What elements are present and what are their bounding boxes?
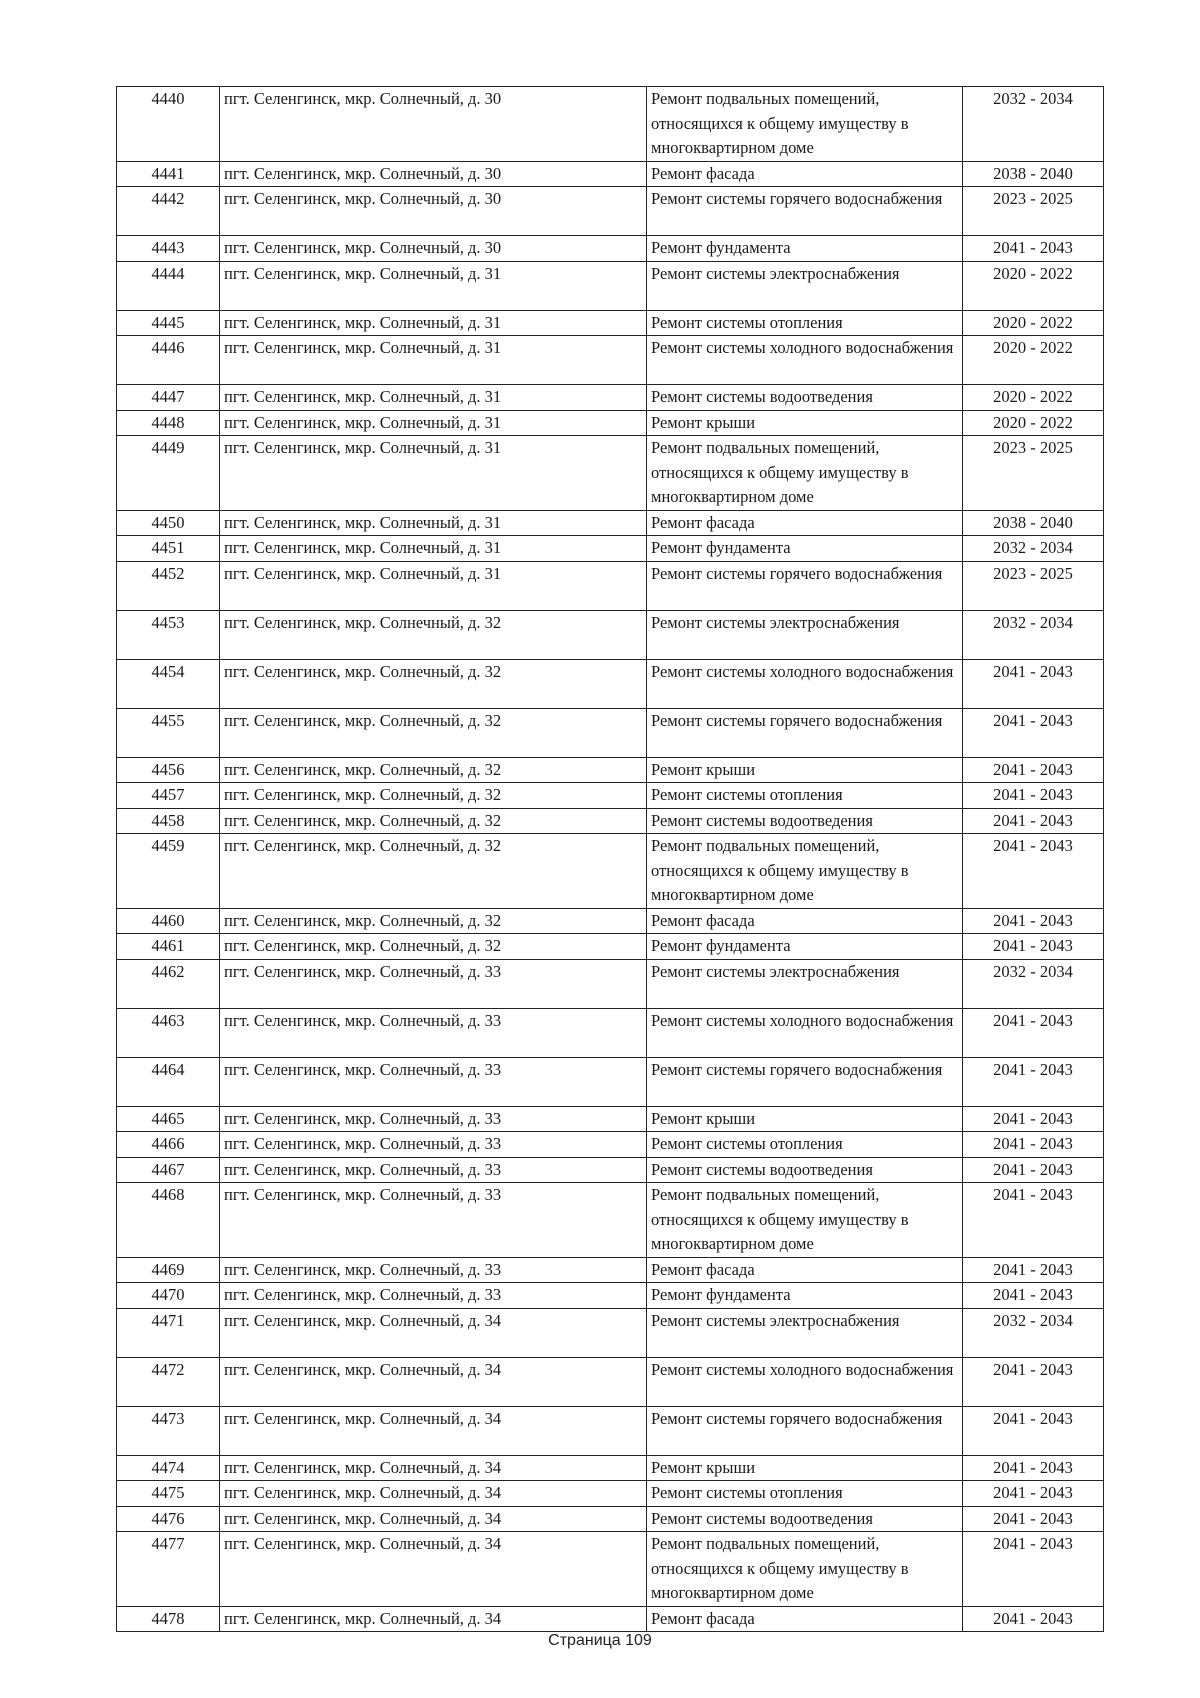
table-row xyxy=(117,1506,1104,1532)
row-number: 4477 xyxy=(117,1532,220,1607)
row-number: 4451 xyxy=(117,536,220,562)
row-number: 4446 xyxy=(117,336,220,385)
table-row xyxy=(117,510,1104,536)
work-type-cell: Ремонт фундамента xyxy=(647,934,963,960)
row-number: 4454 xyxy=(117,659,220,708)
work-type-cell: Ремонт фундамента xyxy=(647,236,963,262)
work-type-cell: Ремонт системы горячего водоснабжения xyxy=(647,187,963,236)
row-number: 4473 xyxy=(117,1406,220,1455)
table-row xyxy=(117,161,1104,187)
period-cell: 2041 - 2043 xyxy=(963,783,1104,809)
row-number: 4461 xyxy=(117,934,220,960)
row-number: 4466 xyxy=(117,1132,220,1158)
row-number: 4468 xyxy=(117,1183,220,1258)
address-cell: пгт. Селенгинск, мкр. Солнечный, д. 31 xyxy=(220,385,647,411)
table-row xyxy=(117,1455,1104,1481)
work-type-cell: Ремонт системы водоотведения xyxy=(647,808,963,834)
table-row xyxy=(117,610,1104,659)
address-cell: пгт. Селенгинск, мкр. Солнечный, д. 31 xyxy=(220,336,647,385)
address-cell: пгт. Селенгинск, мкр. Солнечный, д. 34 xyxy=(220,1308,647,1357)
address-cell: пгт. Селенгинск, мкр. Солнечный, д. 31 xyxy=(220,436,647,511)
address-cell: пгт. Селенгинск, мкр. Солнечный, д. 32 xyxy=(220,783,647,809)
period-cell: 2041 - 2043 xyxy=(963,1106,1104,1132)
row-number: 4442 xyxy=(117,187,220,236)
table-row xyxy=(117,187,1104,236)
row-number: 4443 xyxy=(117,236,220,262)
work-type-cell: Ремонт фундамента xyxy=(647,1283,963,1309)
row-number: 4471 xyxy=(117,1308,220,1357)
period-cell: 2041 - 2043 xyxy=(963,1008,1104,1057)
period-cell: 2041 - 2043 xyxy=(963,236,1104,262)
row-number: 4478 xyxy=(117,1606,220,1632)
address-cell: пгт. Селенгинск, мкр. Солнечный, д. 32 xyxy=(220,934,647,960)
work-type-cell: Ремонт системы горячего водоснабжения xyxy=(647,561,963,610)
work-type-cell: Ремонт системы отопления xyxy=(647,1132,963,1158)
address-cell: пгт. Селенгинск, мкр. Солнечный, д. 32 xyxy=(220,659,647,708)
period-cell: 2020 - 2022 xyxy=(963,261,1104,310)
period-cell: 2041 - 2043 xyxy=(963,1455,1104,1481)
row-number: 4445 xyxy=(117,310,220,336)
address-cell: пгт. Селенгинск, мкр. Солнечный, д. 32 xyxy=(220,757,647,783)
table-row xyxy=(117,236,1104,262)
work-type-cell: Ремонт фундамента xyxy=(647,536,963,562)
address-cell: пгт. Селенгинск, мкр. Солнечный, д. 31 xyxy=(220,561,647,610)
work-type-cell: Ремонт подвальных помещений, относящихся к общему имуществу в многоквартирном доме xyxy=(647,87,963,162)
page-number: Страница 109 xyxy=(548,1632,652,1649)
table-row xyxy=(117,561,1104,610)
row-number: 4463 xyxy=(117,1008,220,1057)
work-type-cell: Ремонт системы электроснабжения xyxy=(647,261,963,310)
period-cell: 2041 - 2043 xyxy=(963,1532,1104,1607)
table-row xyxy=(117,1283,1104,1309)
work-type-cell: Ремонт системы водоотведения xyxy=(647,1506,963,1532)
period-cell: 2032 - 2034 xyxy=(963,610,1104,659)
table-row xyxy=(117,708,1104,757)
row-number: 4447 xyxy=(117,385,220,411)
table-row xyxy=(117,261,1104,310)
period-cell: 2041 - 2043 xyxy=(963,934,1104,960)
row-number: 4441 xyxy=(117,161,220,187)
row-number: 4440 xyxy=(117,87,220,162)
period-cell: 2041 - 2043 xyxy=(963,834,1104,909)
period-cell: 2041 - 2043 xyxy=(963,708,1104,757)
table-row xyxy=(117,1057,1104,1106)
table-row xyxy=(117,808,1104,834)
period-cell: 2041 - 2043 xyxy=(963,1406,1104,1455)
address-cell: пгт. Селенгинск, мкр. Солнечный, д. 34 xyxy=(220,1481,647,1507)
table-row xyxy=(117,1257,1104,1283)
period-cell: 2041 - 2043 xyxy=(963,808,1104,834)
row-number: 4456 xyxy=(117,757,220,783)
work-type-cell: Ремонт крыши xyxy=(647,410,963,436)
period-cell: 2041 - 2043 xyxy=(963,1606,1104,1632)
address-cell: пгт. Селенгинск, мкр. Солнечный, д. 33 xyxy=(220,1183,647,1258)
work-type-cell: Ремонт системы отопления xyxy=(647,1481,963,1507)
row-number: 4457 xyxy=(117,783,220,809)
table-row xyxy=(117,1308,1104,1357)
table-row xyxy=(117,436,1104,511)
work-type-cell: Ремонт крыши xyxy=(647,1455,963,1481)
work-type-cell: Ремонт подвальных помещений, относящихся к общему имуществу в многоквартирном доме xyxy=(647,1183,963,1258)
period-cell: 2041 - 2043 xyxy=(963,1357,1104,1406)
address-cell: пгт. Селенгинск, мкр. Солнечный, д. 34 xyxy=(220,1506,647,1532)
table-row xyxy=(117,410,1104,436)
row-number: 4444 xyxy=(117,261,220,310)
address-cell: пгт. Селенгинск, мкр. Солнечный, д. 34 xyxy=(220,1357,647,1406)
period-cell: 2023 - 2025 xyxy=(963,436,1104,511)
row-number: 4459 xyxy=(117,834,220,909)
work-type-cell: Ремонт фасада xyxy=(647,1606,963,1632)
work-type-cell: Ремонт фасада xyxy=(647,908,963,934)
row-number: 4455 xyxy=(117,708,220,757)
row-number: 4470 xyxy=(117,1283,220,1309)
address-cell: пгт. Селенгинск, мкр. Солнечный, д. 31 xyxy=(220,510,647,536)
table-row xyxy=(117,757,1104,783)
address-cell: пгт. Селенгинск, мкр. Солнечный, д. 32 xyxy=(220,708,647,757)
address-cell: пгт. Селенгинск, мкр. Солнечный, д. 30 xyxy=(220,236,647,262)
period-cell: 2041 - 2043 xyxy=(963,1481,1104,1507)
period-cell: 2041 - 2043 xyxy=(963,1283,1104,1309)
address-cell: пгт. Селенгинск, мкр. Солнечный, д. 33 xyxy=(220,959,647,1008)
work-type-cell: Ремонт системы электроснабжения xyxy=(647,1308,963,1357)
table-row xyxy=(117,87,1104,162)
table-row xyxy=(117,1183,1104,1258)
address-cell: пгт. Селенгинск, мкр. Солнечный, д. 33 xyxy=(220,1008,647,1057)
address-cell: пгт. Селенгинск, мкр. Солнечный, д. 33 xyxy=(220,1132,647,1158)
work-type-cell: Ремонт системы холодного водоснабжения xyxy=(647,1008,963,1057)
address-cell: пгт. Селенгинск, мкр. Солнечный, д. 34 xyxy=(220,1532,647,1607)
period-cell: 2041 - 2043 xyxy=(963,1132,1104,1158)
work-type-cell: Ремонт системы электроснабжения xyxy=(647,610,963,659)
table-row xyxy=(117,336,1104,385)
period-cell: 2032 - 2034 xyxy=(963,959,1104,1008)
address-cell: пгт. Селенгинск, мкр. Солнечный, д. 31 xyxy=(220,410,647,436)
table-row xyxy=(117,834,1104,909)
table-row xyxy=(117,1481,1104,1507)
period-cell: 2023 - 2025 xyxy=(963,187,1104,236)
period-cell: 2032 - 2034 xyxy=(963,1308,1104,1357)
address-cell: пгт. Селенгинск, мкр. Солнечный, д. 32 xyxy=(220,908,647,934)
address-cell: пгт. Селенгинск, мкр. Солнечный, д. 32 xyxy=(220,808,647,834)
work-type-cell: Ремонт фасада xyxy=(647,510,963,536)
work-type-cell: Ремонт системы холодного водоснабжения xyxy=(647,1357,963,1406)
table-row xyxy=(117,659,1104,708)
work-type-cell: Ремонт подвальных помещений, относящихся к общему имуществу в многоквартирном доме xyxy=(647,834,963,909)
row-number: 4448 xyxy=(117,410,220,436)
period-cell: 2023 - 2025 xyxy=(963,561,1104,610)
row-number: 4472 xyxy=(117,1357,220,1406)
period-cell: 2038 - 2040 xyxy=(963,510,1104,536)
address-cell: пгт. Селенгинск, мкр. Солнечный, д. 33 xyxy=(220,1106,647,1132)
works-table xyxy=(116,86,1104,1632)
row-number: 4452 xyxy=(117,561,220,610)
address-cell: пгт. Селенгинск, мкр. Солнечный, д. 31 xyxy=(220,536,647,562)
period-cell: 2020 - 2022 xyxy=(963,410,1104,436)
period-cell: 2041 - 2043 xyxy=(963,659,1104,708)
table-row xyxy=(117,1606,1104,1632)
work-type-cell: Ремонт крыши xyxy=(647,757,963,783)
table-row xyxy=(117,1357,1104,1406)
period-cell: 2020 - 2022 xyxy=(963,336,1104,385)
row-number: 4476 xyxy=(117,1506,220,1532)
period-cell: 2020 - 2022 xyxy=(963,310,1104,336)
row-number: 4450 xyxy=(117,510,220,536)
address-cell: пгт. Селенгинск, мкр. Солнечный, д. 34 xyxy=(220,1606,647,1632)
row-number: 4464 xyxy=(117,1057,220,1106)
period-cell: 2032 - 2034 xyxy=(963,87,1104,162)
address-cell: пгт. Селенгинск, мкр. Солнечный, д. 34 xyxy=(220,1455,647,1481)
table-row xyxy=(117,536,1104,562)
row-number: 4458 xyxy=(117,808,220,834)
table-row xyxy=(117,1132,1104,1158)
period-cell: 2041 - 2043 xyxy=(963,908,1104,934)
work-type-cell: Ремонт системы водоотведения xyxy=(647,385,963,411)
address-cell: пгт. Селенгинск, мкр. Солнечный, д. 32 xyxy=(220,610,647,659)
address-cell: пгт. Селенгинск, мкр. Солнечный, д. 31 xyxy=(220,310,647,336)
address-cell: пгт. Селенгинск, мкр. Солнечный, д. 30 xyxy=(220,87,647,162)
work-type-cell: Ремонт системы горячего водоснабжения xyxy=(647,1057,963,1106)
work-type-cell: Ремонт системы холодного водоснабжения xyxy=(647,336,963,385)
work-type-cell: Ремонт системы водоотведения xyxy=(647,1157,963,1183)
table-row xyxy=(117,1157,1104,1183)
address-cell: пгт. Селенгинск, мкр. Солнечный, д. 30 xyxy=(220,161,647,187)
period-cell: 2041 - 2043 xyxy=(963,1183,1104,1258)
period-cell: 2020 - 2022 xyxy=(963,385,1104,411)
period-cell: 2041 - 2043 xyxy=(963,1157,1104,1183)
period-cell: 2038 - 2040 xyxy=(963,161,1104,187)
address-cell: пгт. Селенгинск, мкр. Солнечный, д. 33 xyxy=(220,1157,647,1183)
table-row xyxy=(117,1406,1104,1455)
table-row xyxy=(117,1532,1104,1607)
row-number: 4460 xyxy=(117,908,220,934)
table-row xyxy=(117,908,1104,934)
address-cell: пгт. Селенгинск, мкр. Солнечный, д. 33 xyxy=(220,1057,647,1106)
address-cell: пгт. Селенгинск, мкр. Солнечный, д. 31 xyxy=(220,261,647,310)
address-cell: пгт. Селенгинск, мкр. Солнечный, д. 30 xyxy=(220,187,647,236)
table-row xyxy=(117,1106,1104,1132)
work-type-cell: Ремонт подвальных помещений, относящихся к общему имуществу в многоквартирном доме xyxy=(647,1532,963,1607)
work-type-cell: Ремонт системы холодного водоснабжения xyxy=(647,659,963,708)
work-type-cell: Ремонт системы электроснабжения xyxy=(647,959,963,1008)
row-number: 4467 xyxy=(117,1157,220,1183)
row-number: 4453 xyxy=(117,610,220,659)
work-type-cell: Ремонт системы горячего водоснабжения xyxy=(647,1406,963,1455)
period-cell: 2032 - 2034 xyxy=(963,536,1104,562)
work-type-cell: Ремонт подвальных помещений, относящихся к общему имуществу в многоквартирном доме xyxy=(647,436,963,511)
row-number: 4462 xyxy=(117,959,220,1008)
row-number: 4465 xyxy=(117,1106,220,1132)
period-cell: 2041 - 2043 xyxy=(963,1057,1104,1106)
work-type-cell: Ремонт фасада xyxy=(647,1257,963,1283)
address-cell: пгт. Селенгинск, мкр. Солнечный, д. 33 xyxy=(220,1257,647,1283)
table-row xyxy=(117,959,1104,1008)
work-type-cell: Ремонт системы отопления xyxy=(647,310,963,336)
work-type-cell: Ремонт системы отопления xyxy=(647,783,963,809)
period-cell: 2041 - 2043 xyxy=(963,1506,1104,1532)
row-number: 4475 xyxy=(117,1481,220,1507)
row-number: 4469 xyxy=(117,1257,220,1283)
table-row xyxy=(117,934,1104,960)
table-row xyxy=(117,385,1104,411)
work-type-cell: Ремонт крыши xyxy=(647,1106,963,1132)
row-number: 4474 xyxy=(117,1455,220,1481)
table-row xyxy=(117,783,1104,809)
work-type-cell: Ремонт фасада xyxy=(647,161,963,187)
address-cell: пгт. Селенгинск, мкр. Солнечный, д. 34 xyxy=(220,1406,647,1455)
work-type-cell: Ремонт системы горячего водоснабжения xyxy=(647,708,963,757)
table-body xyxy=(117,87,1104,1632)
address-cell: пгт. Селенгинск, мкр. Солнечный, д. 33 xyxy=(220,1283,647,1309)
period-cell: 2041 - 2043 xyxy=(963,1257,1104,1283)
table-row xyxy=(117,1008,1104,1057)
table-row xyxy=(117,310,1104,336)
address-cell: пгт. Селенгинск, мкр. Солнечный, д. 32 xyxy=(220,834,647,909)
period-cell: 2041 - 2043 xyxy=(963,757,1104,783)
row-number: 4449 xyxy=(117,436,220,511)
